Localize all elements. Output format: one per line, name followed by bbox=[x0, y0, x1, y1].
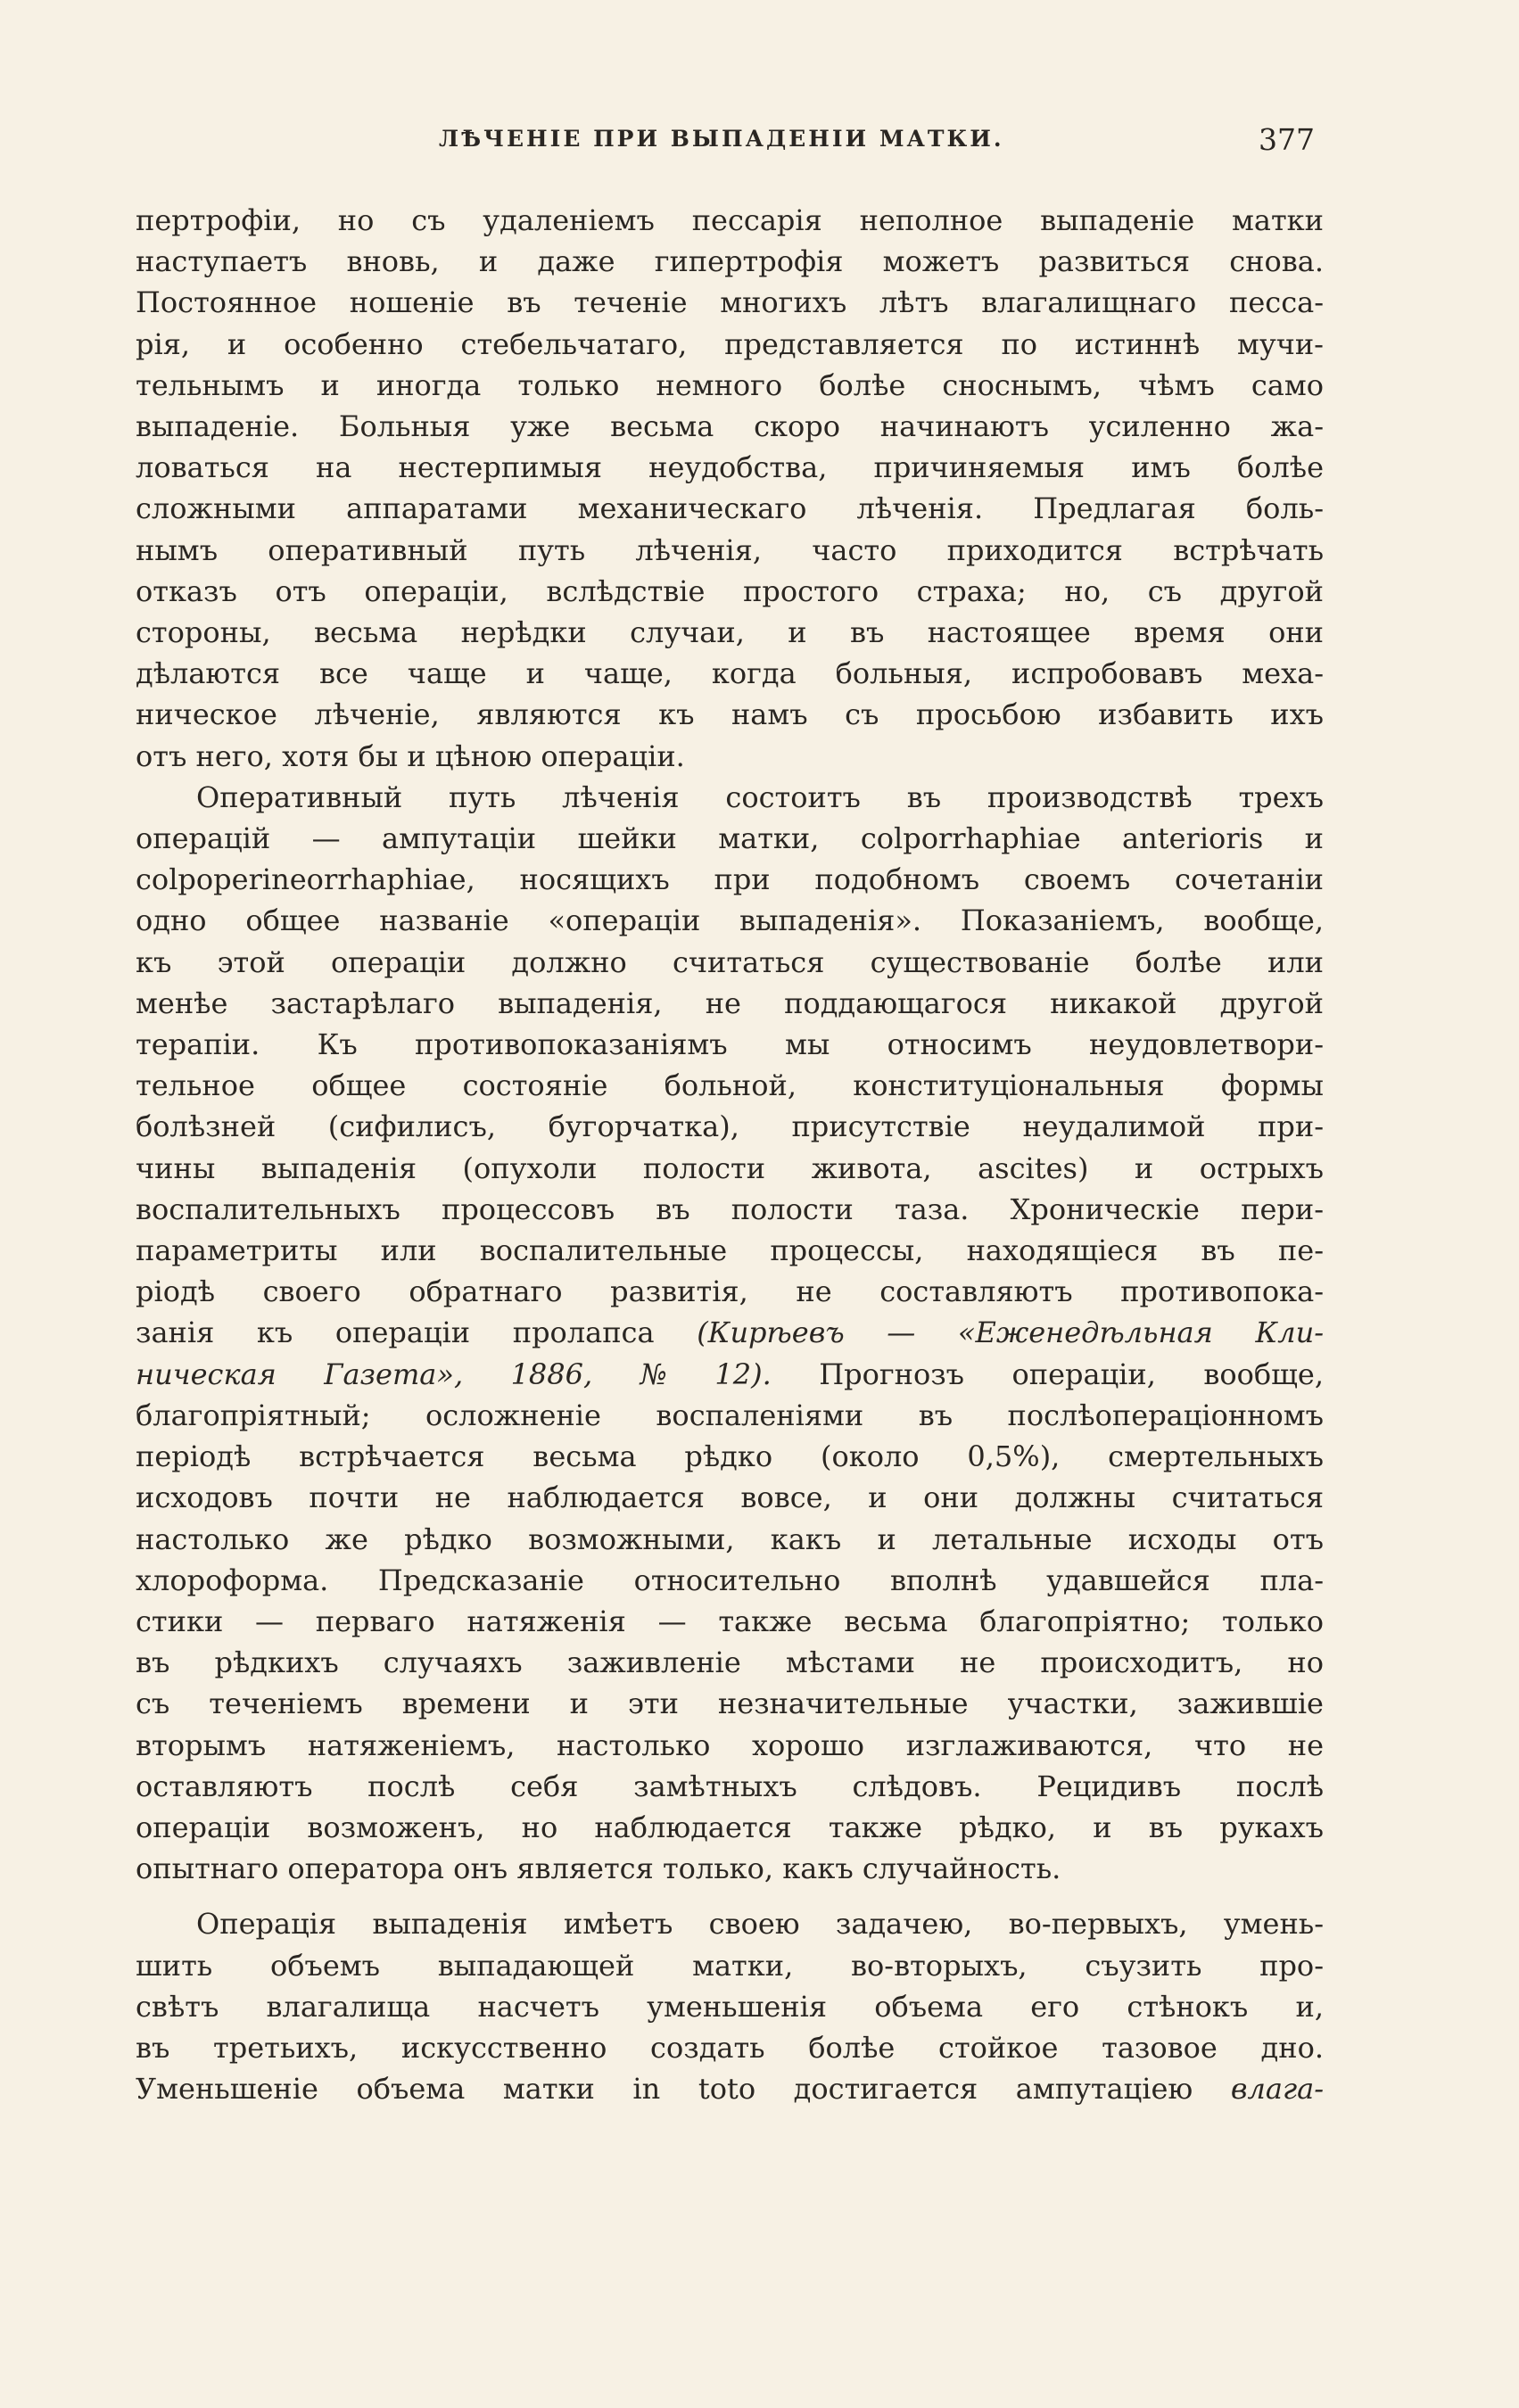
text-line: параметриты или воспалительные процессы, находящіеся въ пе- bbox=[136, 1233, 1324, 1268]
text-line: Постоянное ношеніе въ теченіе многихъ лѣтъ влагалищнаго песса- bbox=[136, 285, 1324, 320]
text-line: нымъ оперативный путь лѣченія, часто приходится встрѣчать bbox=[136, 532, 1324, 567]
text-line: ловаться на нестерпимыя неудобства, причиняемыя имъ болѣе bbox=[136, 450, 1324, 485]
text-line-mixed bbox=[136, 1312, 1324, 1353]
citation-fragment: ническая Газета», 1886, № 12). bbox=[136, 1357, 772, 1391]
text-line: стики — перваго натяженія — также весьма благопріятно; только bbox=[136, 1604, 1324, 1638]
text-line: операціи возможенъ, но наблюдается также рѣдко, и въ рукахъ bbox=[136, 1810, 1324, 1844]
italic-fragment: влага- bbox=[1230, 2072, 1324, 2107]
text-line: свѣтъ влагалища насчетъ уменьшенія объема его стѣнокъ и, bbox=[136, 1989, 1324, 2024]
text-line: тельное общее состояніе больной, конституціональныя формы bbox=[136, 1068, 1324, 1103]
text-line: чины выпаденія (опухоли полости живота, ascites) и острыхъ bbox=[136, 1150, 1324, 1185]
text-line: ріодѣ своего обратнаго развитія, не составляютъ противопока- bbox=[136, 1274, 1324, 1309]
text-line: операцій — ампутаціи шейки матки, colporrhaphiae anterioris и bbox=[136, 821, 1324, 856]
text-fragment: Прогнозъ операціи, вообще, bbox=[771, 1357, 1324, 1391]
text-line-mixed bbox=[136, 1354, 1324, 1395]
text-line: colpoperineorrhaphiae, носящихъ при подобномъ своемъ сочетаніи bbox=[136, 862, 1324, 897]
text-line: въ рѣдкихъ случаяхъ заживленіе мѣстами не происходитъ, но bbox=[136, 1645, 1324, 1680]
text-line: вторымъ натяженіемъ, настолько хорошо изглаживаются, что не bbox=[136, 1728, 1324, 1762]
text-line: дѣлаются все чаще и чаще, когда больныя, испробовавъ меха- bbox=[136, 656, 1324, 691]
paragraph-gap bbox=[136, 1889, 1324, 1903]
text-line: сложными аппаратами механическаго лѣченія. Предлагая боль- bbox=[136, 491, 1324, 526]
text-line: хлороформа. Предсказаніе относительно вполнѣ удавшейся пла- bbox=[136, 1563, 1324, 1597]
text-line: пертрофіи, но съ удаленіемъ пессарія неполное выпаденіе матки bbox=[136, 203, 1324, 237]
citation-fragment: (Кирѣевъ — «Еженедѣльная Кли- bbox=[697, 1315, 1325, 1350]
text-line: шить объемъ выпадающей матки, во-вторыхъ, съузить про- bbox=[136, 1948, 1324, 1983]
body-text bbox=[136, 200, 1324, 2109]
page-number: 377 bbox=[1259, 122, 1315, 157]
text-line: тельнымъ и иногда только немного болѣе сноснымъ, чѣмъ само bbox=[136, 367, 1324, 402]
text-line: настолько же рѣдко возможными, какъ и летальные исходы отъ bbox=[136, 1521, 1324, 1556]
text-line: менѣе застарѣлаго выпаденія, не поддающагося никакой другой bbox=[136, 985, 1324, 1020]
text-line: съ теченіемъ времени и эти незначительные участки, зажившіе bbox=[136, 1686, 1324, 1721]
text-line: Операція выпаденія имѣетъ своею задачею, во-первыхъ, умень- bbox=[196, 1907, 1324, 1942]
text-line: стороны, весьма нерѣдки случаи, и въ настоящее время они bbox=[136, 615, 1324, 650]
text-line: выпаденіе. Больныя уже весьма скоро начинаютъ усиленно жа- bbox=[136, 409, 1324, 444]
text-line: ническое лѣченіе, являются къ намъ съ просьбою избавить ихъ bbox=[136, 697, 1324, 732]
text-line: опытнаго оператора онъ является только, какъ случайность. bbox=[136, 1851, 1061, 1886]
text-line: рія, и особенно стебельчатаго, представляется по истиннѣ мучи- bbox=[136, 326, 1324, 361]
text-line: отказъ отъ операціи, вслѣдствіе простого страха; но, съ другой bbox=[136, 573, 1324, 608]
text-line: терапіи. Къ противопоказаніямъ мы относимъ неудовлетвори- bbox=[136, 1027, 1324, 1062]
text-line: воспалительныхъ процессовъ въ полости таза. Хроническіе пери- bbox=[136, 1192, 1324, 1226]
text-line: періодѣ встрѣчается весьма рѣдко (около 0,5%), смертельныхъ bbox=[136, 1439, 1324, 1474]
text-line: Оперативный путь лѣченія состоитъ въ производствѣ трехъ bbox=[196, 779, 1324, 814]
text-line: въ третьихъ, искусственно создать болѣе стойкое тазовое дно. bbox=[136, 2030, 1324, 2065]
text-line: къ этой операціи должно считаться существованіе болѣе или bbox=[136, 944, 1324, 979]
text-line: болѣзней (сифилисъ, бугорчатка), присутствіе неудалимой при- bbox=[136, 1109, 1324, 1144]
text-line: наступаетъ вновь, и даже гипертрофія можетъ развиться снова. bbox=[136, 244, 1324, 279]
text-line-mixed bbox=[136, 2068, 1324, 2109]
text-line: оставляютъ послѣ себя замѣтныхъ слѣдовъ. Рецидивъ послѣ bbox=[136, 1769, 1324, 1803]
text-line: отъ него, хотя бы и цѣною операціи. bbox=[136, 738, 685, 773]
text-fragment: Уменьшеніе объема матки in toto достигается ампутаціею bbox=[136, 2072, 1193, 2107]
running-title: ЛѢЧЕНІЕ ПРИ ВЫПАДЕНІИ МАТКИ. bbox=[439, 126, 1004, 152]
text-line: исходовъ почти не наблюдается вовсе, и они должны считаться bbox=[136, 1480, 1324, 1515]
text-line: одно общее названіе «операціи выпаденія». Показаніемъ, вообще, bbox=[136, 903, 1324, 938]
text-fragment: занія къ операціи пролапса bbox=[136, 1315, 655, 1350]
text-line: благопріятный; осложненіе воспаленіями въ послѣопераціонномъ bbox=[136, 1398, 1324, 1432]
